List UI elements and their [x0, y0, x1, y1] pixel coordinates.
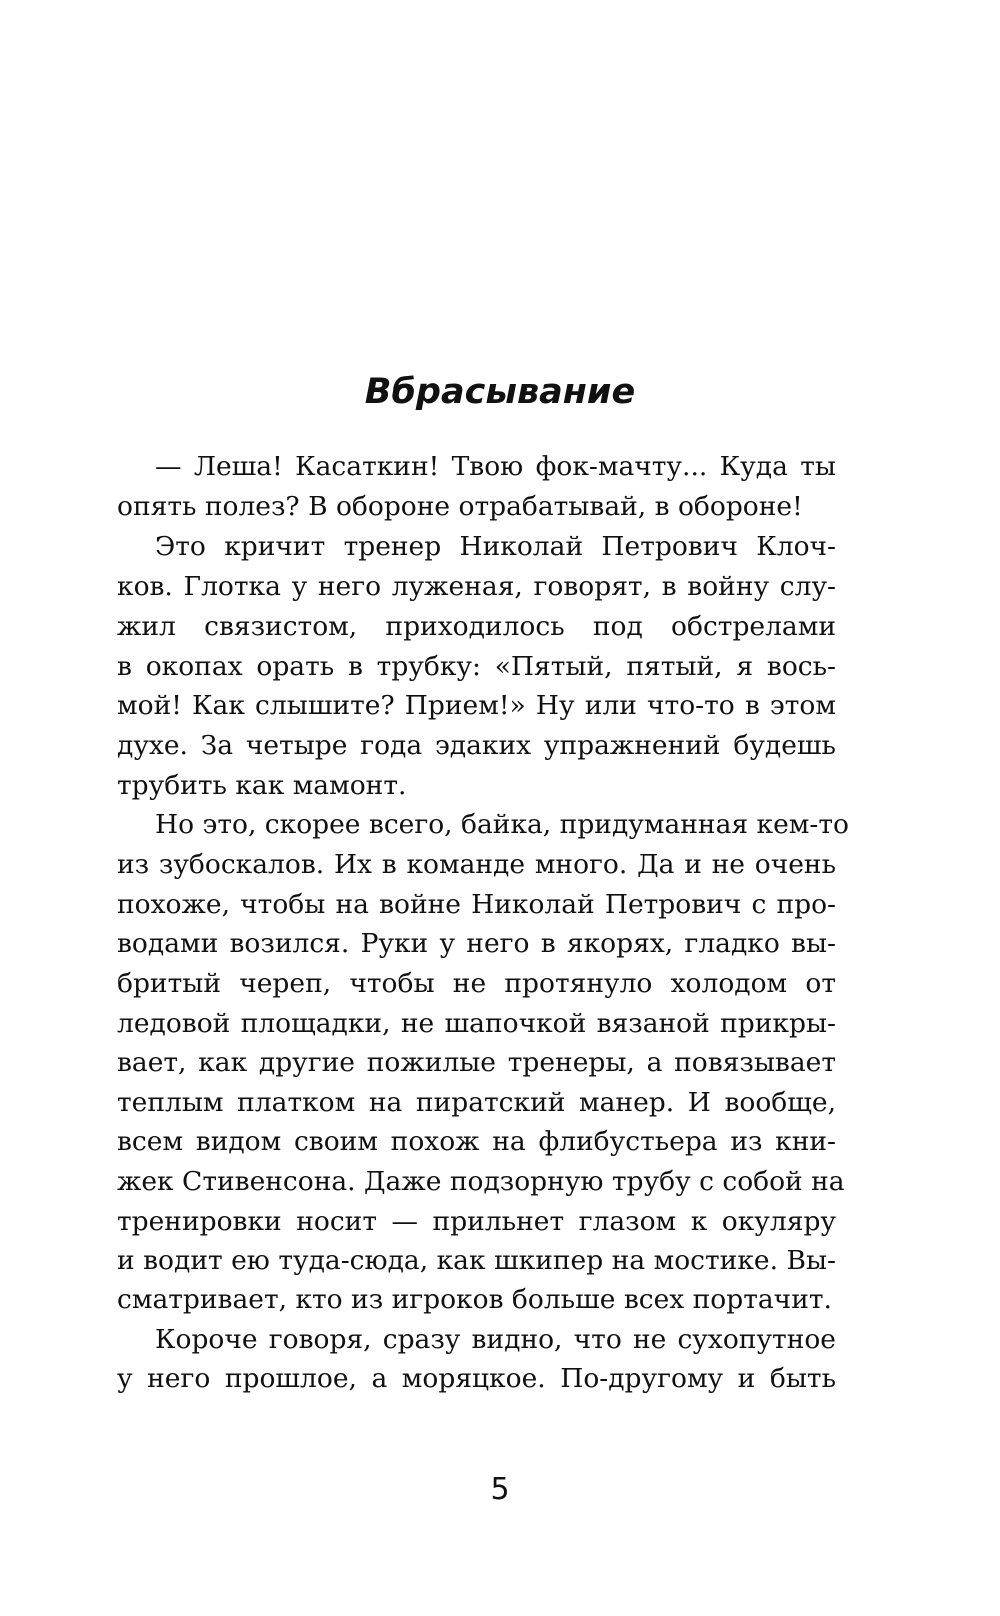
text-line: похоже, чтобы на войне Николай Петрович с про- [117, 889, 836, 920]
text-line: трубить как мамонт. [117, 770, 407, 801]
text-line: сматривает, кто из игроков больше всех портачит. [117, 1284, 832, 1315]
text-line: ков. Глотка у него луженая, говорят, в войну слу- [117, 571, 836, 602]
text-line: жек Стивенсона. Даже подзорную трубу с собой на [117, 1166, 845, 1197]
text-line: опять полез? В обороне отрабатывай, в обороне! [117, 491, 803, 522]
text-line: духе. За четыре года эдаких упражнений будешь [117, 730, 836, 761]
text-line: Но это, скорее всего, байка, придуманная кем-то [155, 809, 849, 840]
page-number: 5 [490, 1472, 510, 1507]
text-line: в окопах орать в трубку: «Пятый, пятый, я вось- [117, 651, 836, 682]
text-line: и водит ею туда-сюда, как шкипер на мостике. Вы- [117, 1245, 836, 1276]
text-line: у него прошлое, а моряцкое. По-другому и быть [117, 1363, 836, 1394]
chapter-title: Вбрасывание [364, 372, 636, 412]
text-line: жил связистом, приходилось под обстрелами [117, 611, 836, 642]
text-line: из зубоскалов. Их в команде много. Да и не очень [117, 849, 836, 880]
text-line: вает, как другие пожилые тренеры, а повязывает [117, 1047, 836, 1078]
text-line: всем видом своим похож на флибустьера из кни- [117, 1126, 836, 1157]
text-line: Это кричит тренер Николай Петрович Клоч- [155, 531, 836, 562]
text-line: водами возился. Руки у него в якорях, гладко вы- [117, 928, 836, 959]
text-line: Короче говоря, сразу видно, что не сухопутное [155, 1324, 836, 1355]
text-line: тренировки носит — прильнет глазом к окуляру [117, 1206, 836, 1237]
text-line: мой! Как слышите? Прием!» Ну или что-то в этом [117, 690, 836, 721]
text-line: ледовой площадки, не шапочкой вязаной прикры- [117, 1008, 836, 1039]
text-line: теплым платком на пиратский манер. И вообще, [117, 1087, 836, 1118]
text-line: бритый череп, чтобы не протянуло холодом от [117, 968, 836, 999]
text-line: — Леша! Касаткин! Твою фок-мачту... Куда ты [155, 451, 836, 482]
